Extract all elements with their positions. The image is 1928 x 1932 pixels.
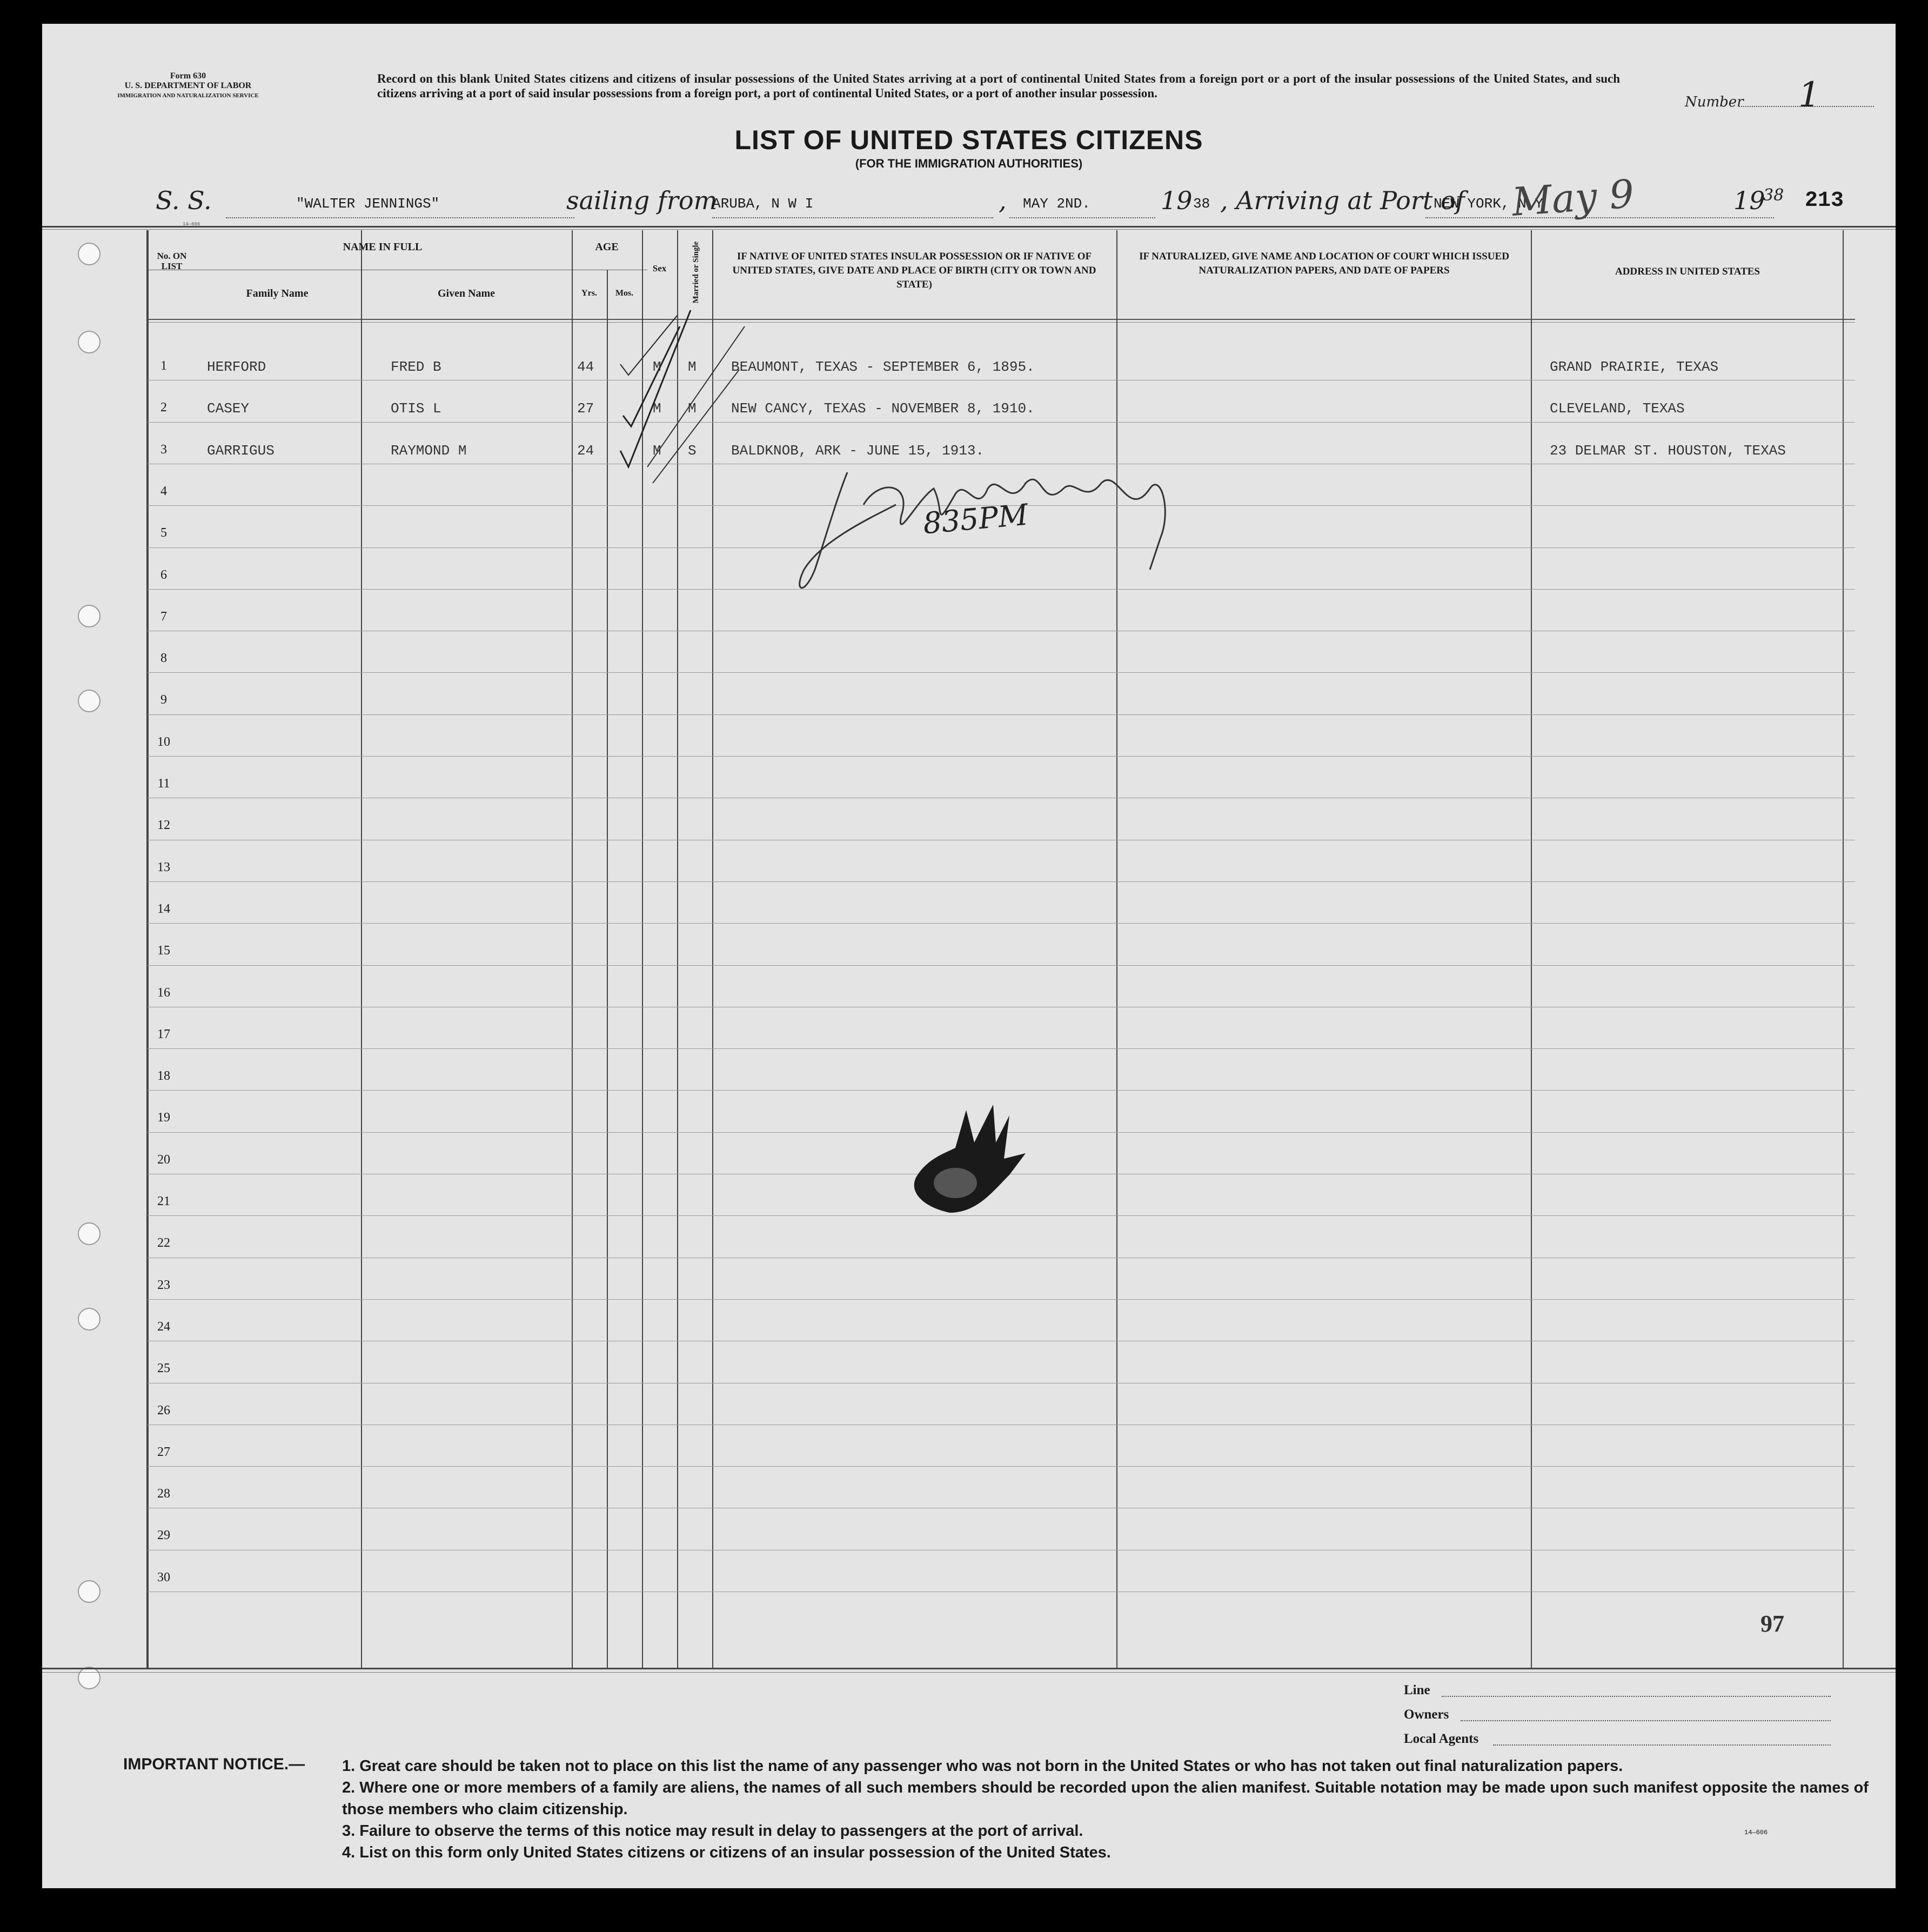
- row-number: 10: [157, 735, 170, 749]
- row-number: 3: [160, 443, 167, 457]
- row-number: 1: [160, 359, 167, 373]
- punch-hole: [78, 1667, 101, 1689]
- from-port: ARUBA, N W I: [712, 196, 814, 212]
- comma: ,: [999, 186, 1007, 215]
- row-number: 22: [157, 1236, 170, 1250]
- header-naturalized: IF NATURALIZED, GIVE NAME AND LOCATION OF COURT WHICH ISSUED NATURALIZATION PAPERS, AND DATE OF PAPERS: [1139, 251, 1509, 276]
- handwritten-time: 835PM: [921, 497, 1030, 541]
- ship-name: "WALTER JENNINGS": [296, 196, 440, 212]
- birth-info-cell: NEW CANCY, TEXAS - NOVEMBER 8, 1910.: [731, 400, 1035, 417]
- handwritten-signature: [772, 456, 1215, 618]
- row-number: 16: [157, 986, 170, 1000]
- row-number: 9: [160, 693, 167, 707]
- row-number: 30: [157, 1570, 170, 1585]
- address-cell: GRAND PRAIRIE, TEXAS: [1550, 359, 1719, 375]
- sailing-label: sailing from: [566, 186, 718, 215]
- arrival-date: May 9: [1510, 171, 1636, 225]
- line-label: Line: [1404, 1683, 1430, 1697]
- agents-field: [1493, 1744, 1831, 1746]
- to-port: NEW YORK, N Y: [1434, 196, 1543, 212]
- row-line: [148, 923, 1855, 924]
- department-name: U. S. DEPARTMENT OF LABOR: [124, 81, 252, 90]
- row-number: 11: [157, 777, 170, 791]
- notice-list: [342, 1755, 1877, 1863]
- given-name-cell: OTIS L: [391, 400, 441, 417]
- row-line: [148, 756, 1855, 757]
- row-number: 28: [157, 1487, 170, 1501]
- marital-status-cell: S: [688, 443, 697, 459]
- row-number: 27: [157, 1445, 170, 1459]
- age-years-cell: 27: [577, 400, 594, 417]
- address-cell: CLEVELAND, TEXAS: [1550, 400, 1685, 417]
- service-name: IMMIGRATION AND NATURALIZATION SERVICE: [117, 92, 259, 99]
- print-code: 14—606: [183, 222, 200, 227]
- given-name-cell: FRED B: [391, 359, 441, 375]
- row-line: [148, 881, 1855, 882]
- row-number: 2: [160, 400, 167, 415]
- ink-blot: [901, 1088, 1053, 1229]
- family-name-cell: HERFORD: [207, 359, 266, 375]
- stamp-number: 213: [1805, 189, 1844, 213]
- column-line-birth-naturalized: [1116, 230, 1117, 1668]
- header-bottom-border: [148, 322, 1855, 323]
- column-line-name-age: [572, 230, 573, 1668]
- punch-hole: [78, 690, 101, 712]
- ship-line: [226, 217, 574, 218]
- column-line-yrs-mos: [607, 270, 608, 1668]
- agents-label: Local Agents: [1404, 1732, 1479, 1746]
- sex-cell: M: [653, 400, 661, 417]
- arrival-year: 38: [1763, 186, 1784, 205]
- marital-status-cell: M: [688, 400, 697, 417]
- given-name-cell: RAYMOND M: [391, 443, 467, 459]
- row-number: 24: [157, 1320, 170, 1334]
- header-birth: IF NATIVE OF UNITED STATES INSULAR POSSESSION OR IF NATIVE OF UNITED STATES, GIVE DATE AND PLACE OF BIRTH (CITY OR TOWN AND STATE): [732, 251, 1096, 290]
- row-line: [148, 1048, 1855, 1049]
- notice-item: 2. Where one or more members of a family are aliens, the names of all such members should be recorded upon the alien manifest. Suitable notation may be made upon such manifest opposite the names of those members who claim citizenship.: [342, 1779, 1869, 1818]
- row-line: [148, 714, 1855, 715]
- form-number: Form 630: [170, 71, 206, 81]
- age-years-cell: 24: [577, 443, 594, 459]
- punch-hole: [78, 605, 101, 627]
- punch-hole: [78, 243, 101, 265]
- checkmark-strokes: [610, 305, 750, 483]
- header-address: ADDRESS IN UNITED STATES: [1615, 266, 1760, 277]
- table-top-border: [42, 226, 1896, 228]
- sex-cell: M: [653, 443, 661, 459]
- row-number: 18: [157, 1069, 170, 1083]
- table-bottom-border: [42, 1672, 1896, 1673]
- row-number: 29: [157, 1528, 170, 1542]
- from-port-line: [712, 217, 993, 218]
- notice-item: 1. Great care should be taken not to place on this list the name of any passenger who was not born in the United States or who has not taken out final naturalization papers.: [342, 1757, 1623, 1775]
- column-line-family-given: [361, 270, 362, 1668]
- row-number: 7: [160, 610, 167, 624]
- row-number: 17: [157, 1027, 170, 1041]
- row-number: 12: [157, 818, 170, 832]
- row-number: 20: [157, 1153, 170, 1167]
- punch-hole: [78, 1222, 101, 1245]
- column-line-right: [1843, 230, 1844, 1668]
- header-bottom-border: [148, 319, 1855, 320]
- page-count: 97: [1760, 1610, 1784, 1637]
- sail-date-line: [1009, 217, 1155, 218]
- row-number: 13: [157, 860, 170, 874]
- row-line: [148, 672, 1855, 673]
- header-no-on-list: No. ON LIST: [157, 251, 187, 271]
- row-number: 19: [157, 1111, 170, 1125]
- owners-label: Owners: [1404, 1707, 1449, 1722]
- header-mos: Mos.: [615, 289, 634, 298]
- header-given-name: Given Name: [437, 288, 496, 299]
- notice-label: IMPORTANT NOTICE.—: [123, 1755, 305, 1773]
- row-number: 23: [157, 1278, 170, 1292]
- notice-item: 3. Failure to observe the terms of this notice may result in delay to passengers at the port of arrival.: [342, 1822, 1083, 1840]
- sail-year: 38: [1193, 196, 1210, 212]
- table-bottom-border: [42, 1668, 1896, 1669]
- owners-field: [1461, 1720, 1831, 1721]
- family-name-cell: GARRIGUS: [207, 443, 275, 459]
- header-sex: Sex: [652, 263, 667, 273]
- birth-info-cell: BALDKNOB, ARK - JUNE 15, 1913.: [731, 443, 985, 459]
- birth-info-cell: BEAUMONT, TEXAS - SEPTEMBER 6, 1895.: [731, 359, 1035, 375]
- punch-hole: [78, 1580, 101, 1603]
- list-number-label: Number: [1685, 94, 1744, 110]
- row-number: 21: [157, 1194, 170, 1208]
- form-id-block: [107, 71, 269, 101]
- notice-item: 4. List on this form only United States citizens or citizens of an insular possession of the United States.: [342, 1844, 1111, 1861]
- row-number: 6: [160, 568, 167, 582]
- line-field: [1442, 1696, 1831, 1697]
- row-number: 5: [160, 526, 167, 540]
- list-number-value: 1: [1798, 75, 1820, 115]
- age-years-cell: 44: [577, 359, 594, 375]
- header-family-name: Family Name: [246, 288, 309, 299]
- punch-hole: [78, 331, 101, 353]
- address-cell: 23 DELMAR ST. HOUSTON, TEXAS: [1550, 443, 1786, 459]
- row-number: 4: [160, 484, 167, 498]
- row-number: 25: [157, 1361, 170, 1375]
- page-subtitle: (FOR THE IMMIGRATION AUTHORITIES): [855, 157, 1083, 170]
- table-top-border: [42, 229, 1896, 230]
- form-code: 14—606: [1744, 1829, 1768, 1836]
- header-name-in-full: NAME IN FULL: [343, 241, 423, 253]
- marital-status-cell: M: [688, 359, 697, 375]
- page-title: LIST OF UNITED STATES CITIZENS: [734, 125, 1203, 155]
- sail-year-prefix: 19: [1161, 186, 1193, 215]
- instruction-text: Record on this blank United States citizens and citizens of insular possessions of the United States arriving at a port of continental United States from a foreign port or a port of the insular possessions of the United States, and such citizens arriving at a port of said insular possessions from a foreign port, a port of continental United States, or a port of another insular possession.: [377, 72, 1620, 100]
- row-line: [148, 1466, 1855, 1467]
- family-name-cell: CASEY: [207, 400, 250, 417]
- punch-hole: [78, 1308, 101, 1331]
- row-line: [148, 1299, 1855, 1300]
- row-number: 15: [157, 944, 170, 958]
- column-line-naturalized-address: [1531, 230, 1532, 1668]
- arrival-year-prefix: 19: [1733, 186, 1765, 215]
- header-yrs: Yrs.: [581, 289, 597, 298]
- row-number: 26: [157, 1403, 170, 1418]
- header-age: AGE: [595, 241, 619, 253]
- manifest-page: [42, 24, 1896, 1888]
- row-number: 8: [160, 651, 167, 665]
- sex-cell: M: [653, 359, 661, 375]
- arriving-label: , Arriving at Port of: [1220, 186, 1465, 215]
- row-line: [148, 422, 1855, 423]
- row-number: 14: [157, 902, 170, 916]
- header-married-single: Married or Single: [692, 241, 700, 304]
- sail-date: MAY 2ND.: [1023, 196, 1090, 212]
- ss-label: S. S.: [156, 186, 212, 215]
- row-line: [148, 965, 1855, 966]
